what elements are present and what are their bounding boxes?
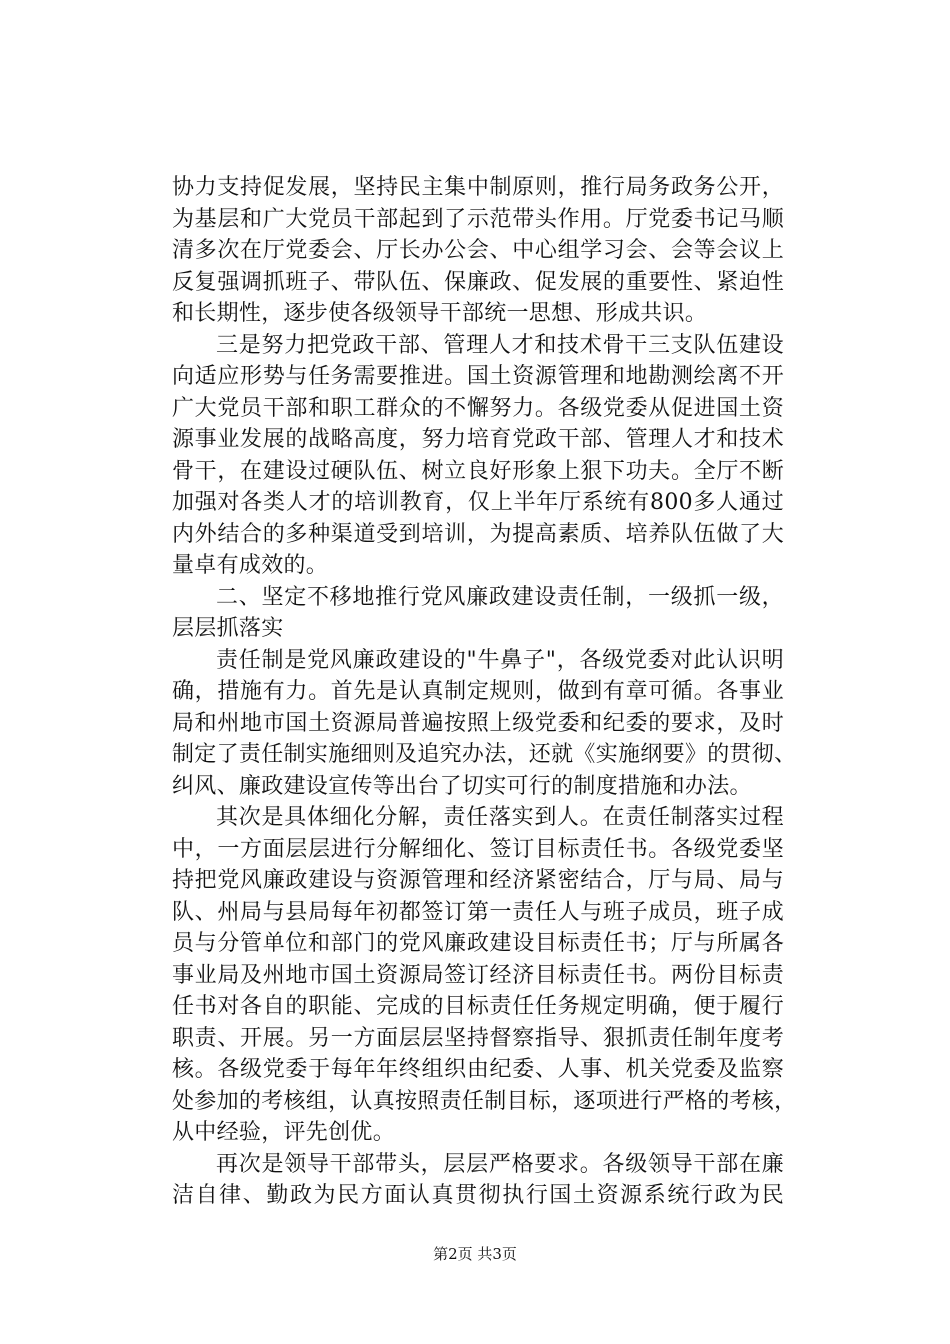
text-line: 员与分管单位和部门的党风廉政建设目标责任书；厅与所属各 — [172, 931, 784, 956]
paragraph-first-line: 其次是具体细化分解，责任落实到人。在责任制落实过程 — [216, 805, 784, 830]
text-line: 核。各级党委于每年年终组织由纪委、人事、机关党委及监察 — [172, 1057, 784, 1082]
text-line: 制定了责任制实施细则及追究办法，还就《实施纲要》的贯彻、 — [172, 742, 797, 767]
text-line: 从中经验，评先创优。 — [172, 1120, 396, 1145]
section-heading-continued: 层层抓落实 — [172, 616, 284, 641]
text-line: 量卓有成效的。 — [172, 553, 329, 578]
text-line: 队、州局与县局每年初都签订第一责任人与班子成员，班子成 — [172, 899, 784, 925]
text-line: 向适应形势与任务需要推进。国土资源管理和地勘测绘离不开 — [172, 364, 784, 389]
text-line: 内外结合的多种渠道受到培训，为提高素质、培养队伍做了大 — [172, 521, 784, 547]
text-line: 持把党风廉政建设与资源管理和经济紧密结合，厅与局、局与 — [172, 868, 784, 893]
text-line: 处参加的考核组，认真按照责任制目标，逐项进行严格的考核， — [172, 1088, 797, 1114]
text-line: 局和州地市国土资源局普遍按照上级党委和纪委的要求，及时 — [172, 710, 784, 736]
text-line: 洁自律、勤政为民方面认真贯彻执行国土资源系统行政为民 — [172, 1183, 784, 1208]
text-line: 协力支持促发展，坚持民主集中制原则，推行局务政务公开， — [172, 175, 784, 200]
paragraph-first-line: 再次是领导干部带头，层层严格要求。各级领导干部在廉 — [216, 1151, 784, 1177]
paragraph-first-line: 责任制是党风廉政建设的"牛鼻子"，各级党委对此认识明 — [216, 647, 784, 673]
text-line: 广大党员干部和职工群众的不懈努力。各级党委从促进国土资 — [172, 395, 784, 421]
text-line: 中，一方面层层进行分解细化、签订目标责任书。各级党委坚 — [172, 836, 784, 862]
text-line: 任书对各自的职能、完成的目标责任任务规定明确，便于履行 — [172, 994, 784, 1019]
text-line: 和长期性，逐步使各级领导干部统一思想、形成共识。 — [172, 301, 708, 326]
text-line: 反复强调抓班子、带队伍、保廉政、促发展的重要性、紧迫性 — [172, 269, 784, 295]
text-line: 为基层和广大党员干部起到了示范带头作用。厅党委书记马顺 — [172, 206, 784, 232]
text-line: 清多次在厅党委会、厅长办公会、中心组学习会、会等会议上 — [172, 238, 784, 263]
page-number-footer: 第2页 共3页 — [433, 1245, 517, 1263]
document-body — [172, 172, 797, 1212]
text-line: 源事业发展的战略高度，努力培育党政干部、管理人才和技术 — [172, 427, 784, 452]
text-line: 事业局及州地市国土资源局签订经济目标责任书。两份目标责 — [172, 962, 784, 988]
text-line: 确，措施有力。首先是认真制定规则，做到有章可循。各事业 — [172, 679, 784, 704]
text-line: 职责、开展。另一方面层层坚持督察指导、狠抓责任制年度考 — [172, 1025, 784, 1051]
section-heading: 二、坚定不移地推行党风廉政建设责任制，一级抓一级， — [216, 584, 784, 610]
paragraph-first-line: 三是努力把党政干部、管理人才和技术骨干三支队伍建设 — [216, 332, 784, 358]
text-line: 骨干，在建设过硬队伍、树立良好形象上狠下功夫。全厅不断 — [172, 458, 784, 484]
text-line: 加强对各类人才的培训教育，仅上半年厅系统有800多人通过 — [172, 490, 784, 515]
text-line: 纠风、廉政建设宣传等出台了切实可行的制度措施和办法。 — [172, 773, 752, 799]
